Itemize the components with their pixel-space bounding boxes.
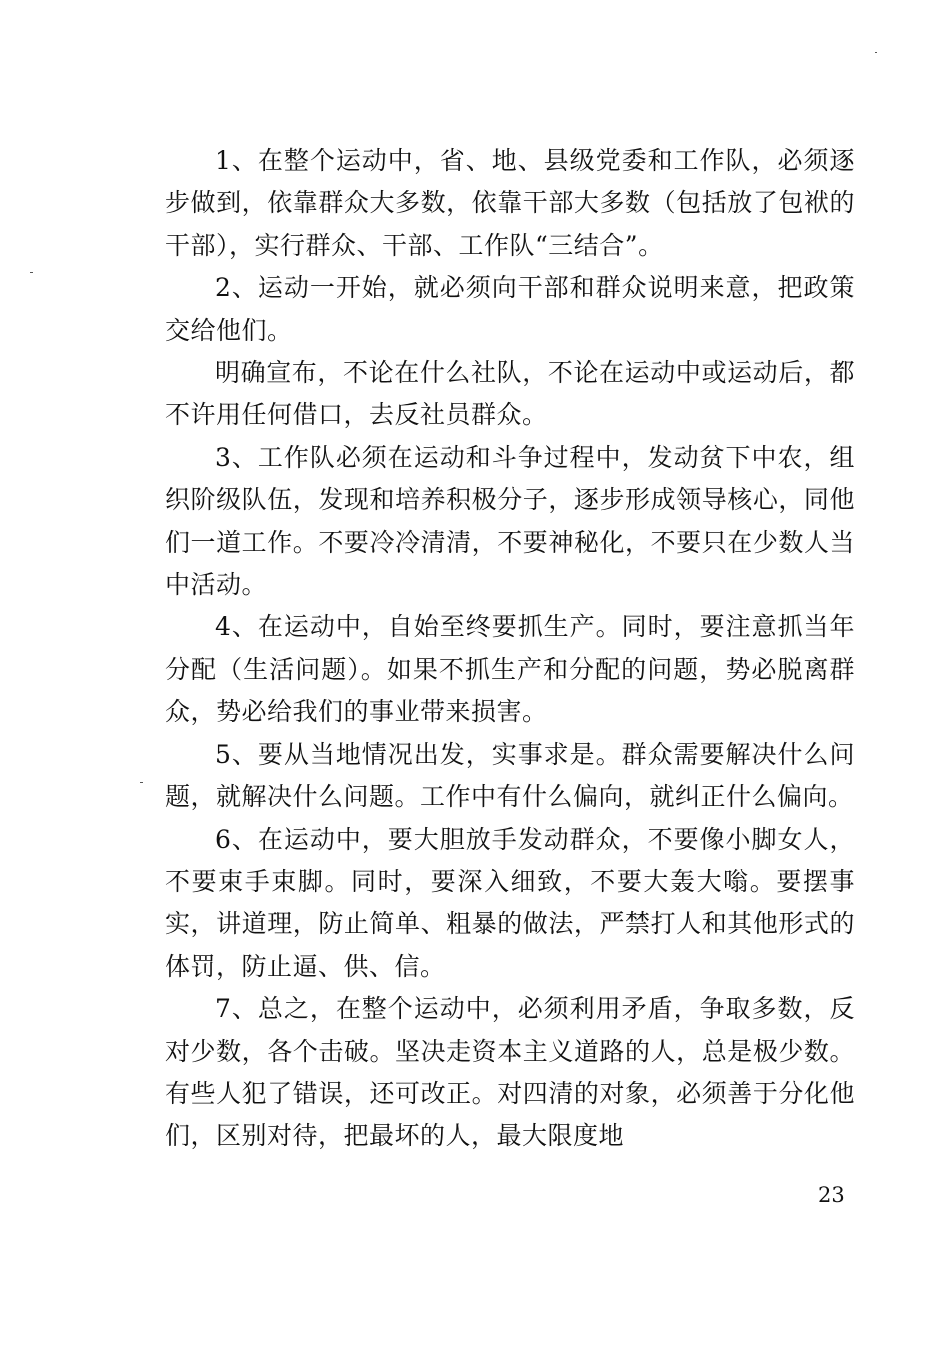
paragraph: 4、在运动中，自始至终要抓生产。同时，要注意抓当年分配（生活问题）。如果不抓生产和分配的问题，势必脱离群众，势必给我们的事业带来损害。 bbox=[165, 612, 855, 727]
page-number: 23 bbox=[818, 1183, 845, 1207]
paragraph: 5、要从当地情况出发，实事求是。群众需要解决什么问题，就解决什么问题。工作中有什么偏向，就纠正什么偏向。 bbox=[165, 739, 855, 812]
paragraph: 2、运动一开始，就必须向干部和群众说明来意，把政策交给他们。 bbox=[165, 273, 855, 345]
paragraph: 6、在运动中，要大胆放手发动群众，不要像小脚女人，不要束手束脚。同时，要深入细致，不要大轰大嗡。要摆事实，讲道理，防止简单、粗暴的做法，严禁打人和其他形式的体罚，防止逼、供、信。 bbox=[165, 824, 855, 981]
body-text bbox=[165, 140, 855, 1158]
paragraph: 1、在整个运动中，省、地、县级党委和工作队，必须逐步做到，依靠群众大多数，依靠干部大多数（包括放了包袱的干部），实行群众、干部、工作队“三结合”。 bbox=[165, 146, 855, 260]
scan-speck bbox=[140, 782, 143, 783]
paragraph: 7、总之，在整个运动中，必须利用矛盾，争取多数，反对少数，各个击破。坚决走资本主义道路的人，总是极少数。有些人犯了错误，还可改正。对四清的对象，必须善于分化他们，区别对待，把最坏的人，最大限度地 bbox=[165, 994, 855, 1151]
scan-speck bbox=[30, 272, 33, 273]
scan-speck bbox=[875, 52, 877, 53]
paragraph: 明确宣布，不论在什么社队，不论在运动中或运动后，都不许用任何借口，去反社员群众。 bbox=[165, 358, 855, 430]
paragraph: 3、工作队必须在运动和斗争过程中，发动贫下中农，组织阶级队伍，发现和培养积极分子，逐步形成领导核心，同他们一道工作。不要冷冷清清，不要神秘化，不要只在少数人当中活动。 bbox=[165, 442, 855, 600]
